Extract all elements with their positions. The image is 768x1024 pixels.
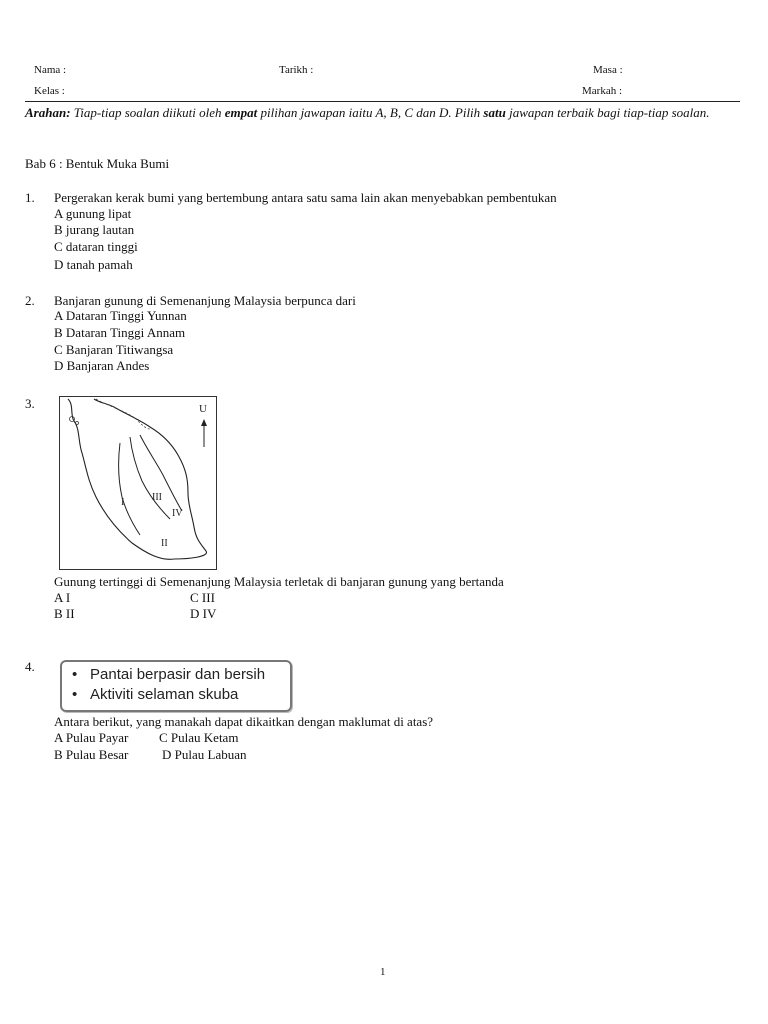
peninsular-malaysia-map (59, 396, 217, 570)
option: A gunung lipat (54, 206, 132, 221)
option: A Dataran Tinggi Yunnan (54, 308, 187, 323)
instructions-text-1: Tiap-tiap soalan diikuti oleh (70, 105, 225, 120)
north-label: U (199, 403, 207, 415)
kelas-label: Kelas : (34, 85, 65, 97)
label-ii: II (161, 538, 168, 549)
label-i: I (121, 497, 125, 508)
option: C dataran tinggi (54, 239, 138, 254)
bullet: • (72, 686, 78, 703)
option: B Dataran Tinggi Annam (54, 325, 186, 340)
instructions-bold-2: satu (483, 105, 506, 120)
option: C Pulau Ketam (159, 730, 239, 745)
option: A I (54, 590, 71, 605)
bullet: • (72, 666, 78, 683)
info-item (72, 666, 265, 683)
instructions-bold-1: empat (224, 105, 258, 120)
question-number: 3. (25, 396, 35, 411)
question-text: Banjaran gunung di Semenanjung Malaysia berpunca dari (54, 293, 356, 308)
border-line (96, 399, 150, 429)
peninsula-outline (68, 399, 206, 559)
option: D Pulau Labuan (162, 747, 247, 762)
nama-label: Nama : (34, 64, 67, 76)
option: D tanah pamah (54, 257, 133, 272)
question-number: 4. (25, 659, 35, 674)
info-item-text: Pantai berpasir dan bersih (90, 666, 266, 683)
question-text: Antara berikut, yang manakah dapat dikaitkan dengan maklumat di atas? (54, 714, 434, 729)
option: B jurang lautan (54, 222, 135, 237)
label-iv: IV (172, 508, 183, 519)
question-text: Pergerakan kerak bumi yang bertembung antara satu sama lain akan menyebabkan pembentukan (54, 190, 557, 205)
info-box (60, 660, 292, 712)
island (70, 417, 75, 422)
instructions-text-3: jawapan terbaik bagi tiap-tiap soalan. (505, 105, 710, 120)
instructions (25, 105, 740, 121)
chapter-title: Bab 6 : Bentuk Muka Bumi (25, 156, 170, 171)
masa-label: Masa : (593, 64, 623, 76)
label-iii: III (152, 492, 162, 503)
info-item (72, 686, 238, 703)
page-number: 1 (380, 966, 386, 978)
range-i (119, 443, 140, 535)
option: D IV (190, 606, 217, 621)
question-text: Gunung tertinggi di Semenanjung Malaysia terletak di banjaran gunung yang bertanda (54, 574, 504, 589)
option: C Banjaran Titiwangsa (54, 342, 174, 357)
option: B Pulau Besar (54, 747, 129, 762)
header-rule (25, 101, 740, 102)
question-number: 1. (25, 190, 35, 205)
tarikh-label: Tarikh : (279, 64, 314, 76)
markah-label: Markah : (582, 85, 623, 97)
option: D Banjaran Andes (54, 358, 150, 373)
option: A Pulau Payar (54, 730, 129, 745)
instructions-label: Arahan: (25, 105, 71, 120)
option: C III (190, 590, 215, 605)
map-drawing (60, 397, 216, 569)
option: B II (54, 606, 75, 621)
instructions-text-2: pilihan jawapan iaitu A, B, C dan D. Pilih (257, 105, 484, 120)
question-number: 2. (25, 293, 35, 308)
island (76, 422, 79, 425)
north-arrowhead (201, 419, 207, 426)
info-item-text: Aktiviti selaman skuba (90, 686, 239, 703)
